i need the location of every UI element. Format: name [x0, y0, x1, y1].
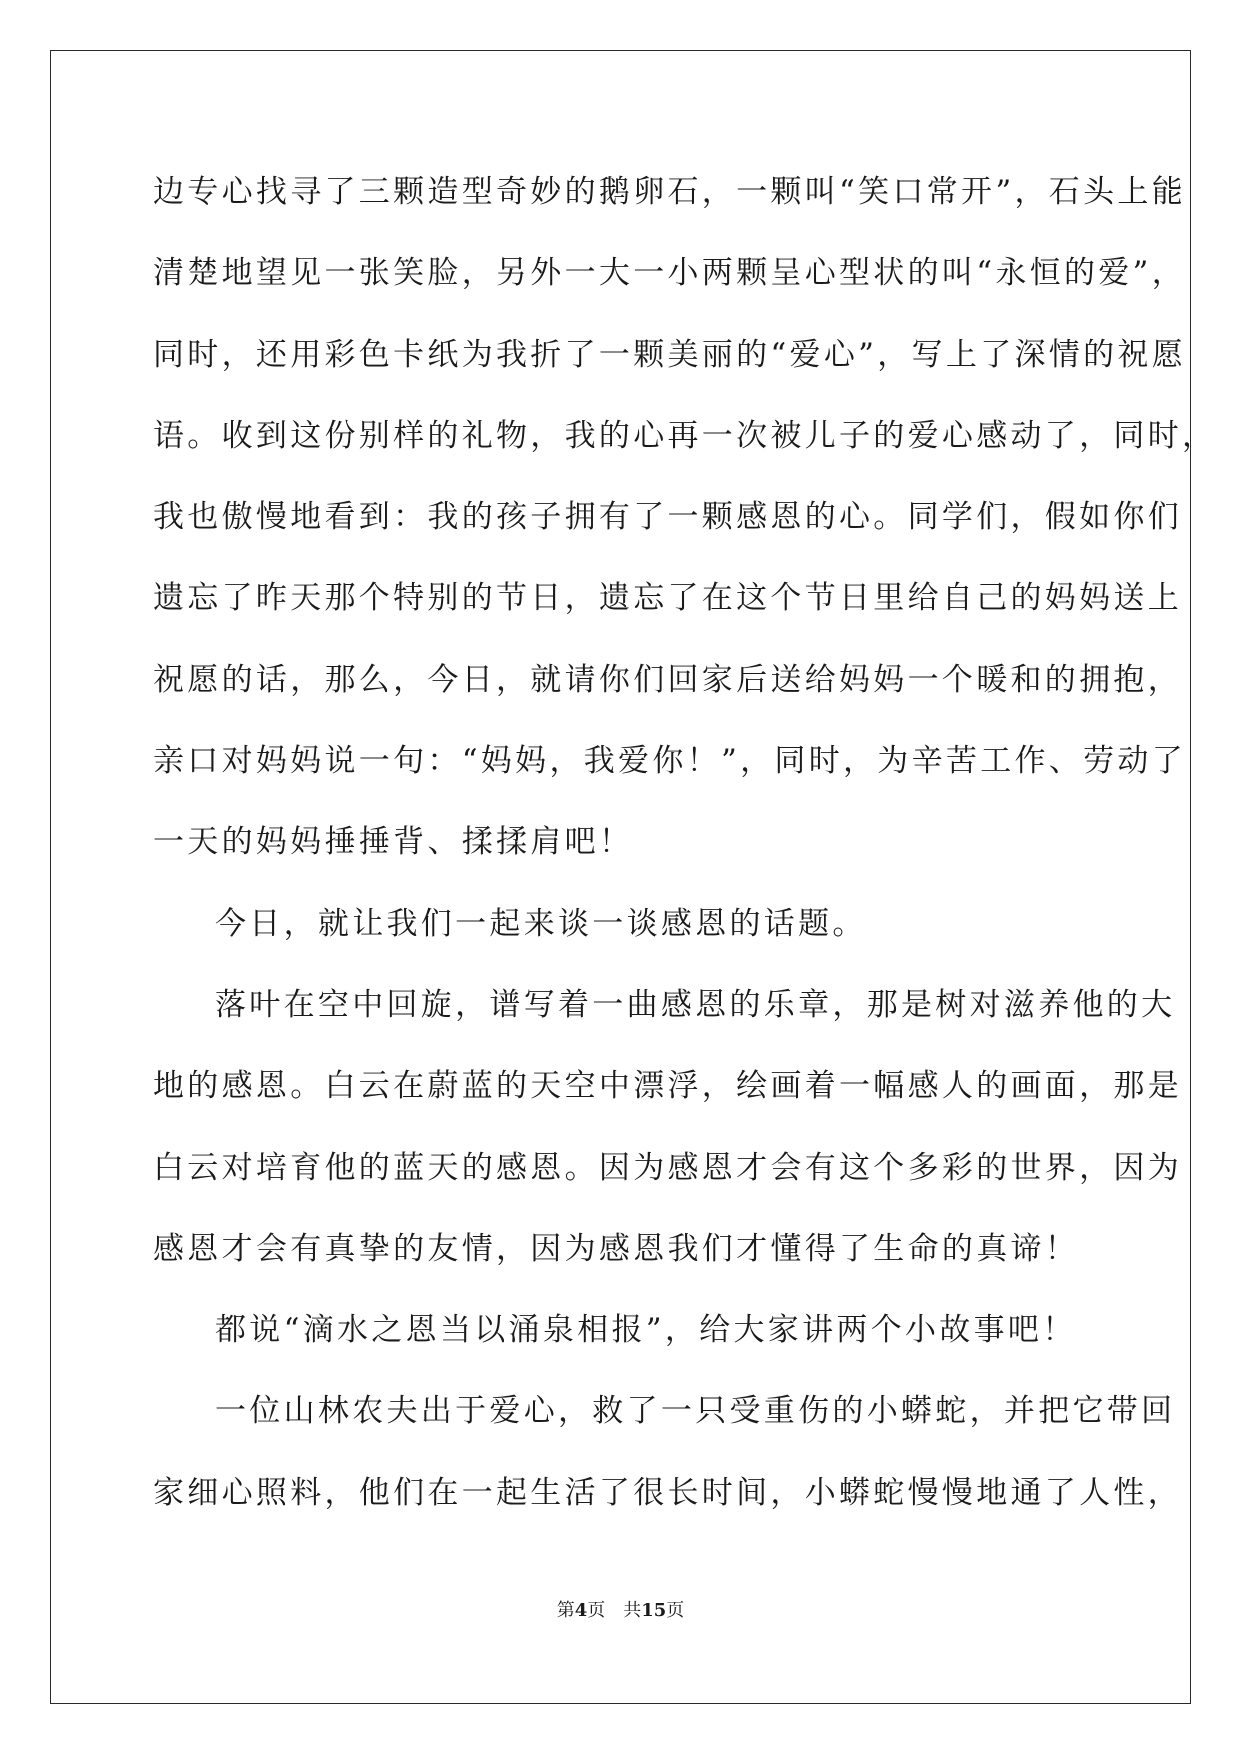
text-line: 我也傲慢地看到：我的孩子拥有了一颗感恩的心。同学们，假如你们	[153, 499, 1182, 536]
total-suffix: 页	[666, 1600, 685, 1621]
text-line: 感恩才会有真挚的友情，因为感恩我们才懂得了生命的真谛！	[153, 1230, 1080, 1267]
document-body	[153, 162, 1217, 1544]
page-prefix: 第	[556, 1600, 575, 1621]
total-pages: 15	[641, 1600, 667, 1621]
text-line: 语。收到这份别样的礼物，我的心再一次被儿子的爱心感动了，同时，	[153, 417, 1217, 454]
text-line: 地的感恩。白云在蔚蓝的天空中漂浮，绘画着一幅感人的画面，那是	[153, 1068, 1182, 1105]
total-prefix: 共	[623, 1600, 642, 1621]
paragraph-first-line: 都说“滴水之恩当以涌泉相报”，给大家讲两个小故事吧！	[215, 1312, 1077, 1349]
page-number: 4	[574, 1600, 588, 1621]
text-line: 家细心照料，他们在一起生活了很长时间，小蟒蛇慢慢地通了人性，	[153, 1474, 1182, 1511]
text-line: 边专心找寻了三颗造型奇妙的鹅卵石，一颗叫“笑口常开”，石头上能	[153, 174, 1186, 210]
paragraph-first-line: 一位山林农夫出于爱心，救了一只受重伤的小蟒蛇，并把它带回	[215, 1393, 1176, 1430]
text-line: 白云对培育他的蓝天的感恩。因为感恩才会有这个多彩的世界，因为	[153, 1149, 1182, 1186]
paragraph-first-line: 今日，就让我们一起来谈一谈感恩的话题。	[215, 905, 867, 942]
text-line: 遗忘了昨天那个特别的节日，遗忘了在这个节日里给自己的妈妈送上	[153, 580, 1182, 617]
text-line: 一天的妈妈捶捶背、揉揉肩吧！	[153, 824, 634, 861]
text-line: 清楚地望见一张笑脸，另外一大一小两颗呈心型状的叫“永恒的爱”，	[153, 255, 1186, 292]
text-line: 祝愿的话，那么，今日，就请你们回家后送给妈妈一个暖和的拥抱，	[153, 661, 1182, 698]
paragraph-first-line: 落叶在空中回旋，谱写着一曲感恩的乐章，那是树对滋养他的大	[215, 986, 1176, 1023]
text-line: 亲口对妈妈说一句：“妈妈，我爱你！”，同时，为辛苦工作、劳动了	[153, 743, 1186, 780]
page-footer	[0, 1596, 1241, 1622]
text-line: 同时，还用彩色卡纸为我折了一颗美丽的“爱心”，写上了深情的祝愿	[153, 336, 1186, 373]
page-suffix: 页	[587, 1600, 606, 1621]
